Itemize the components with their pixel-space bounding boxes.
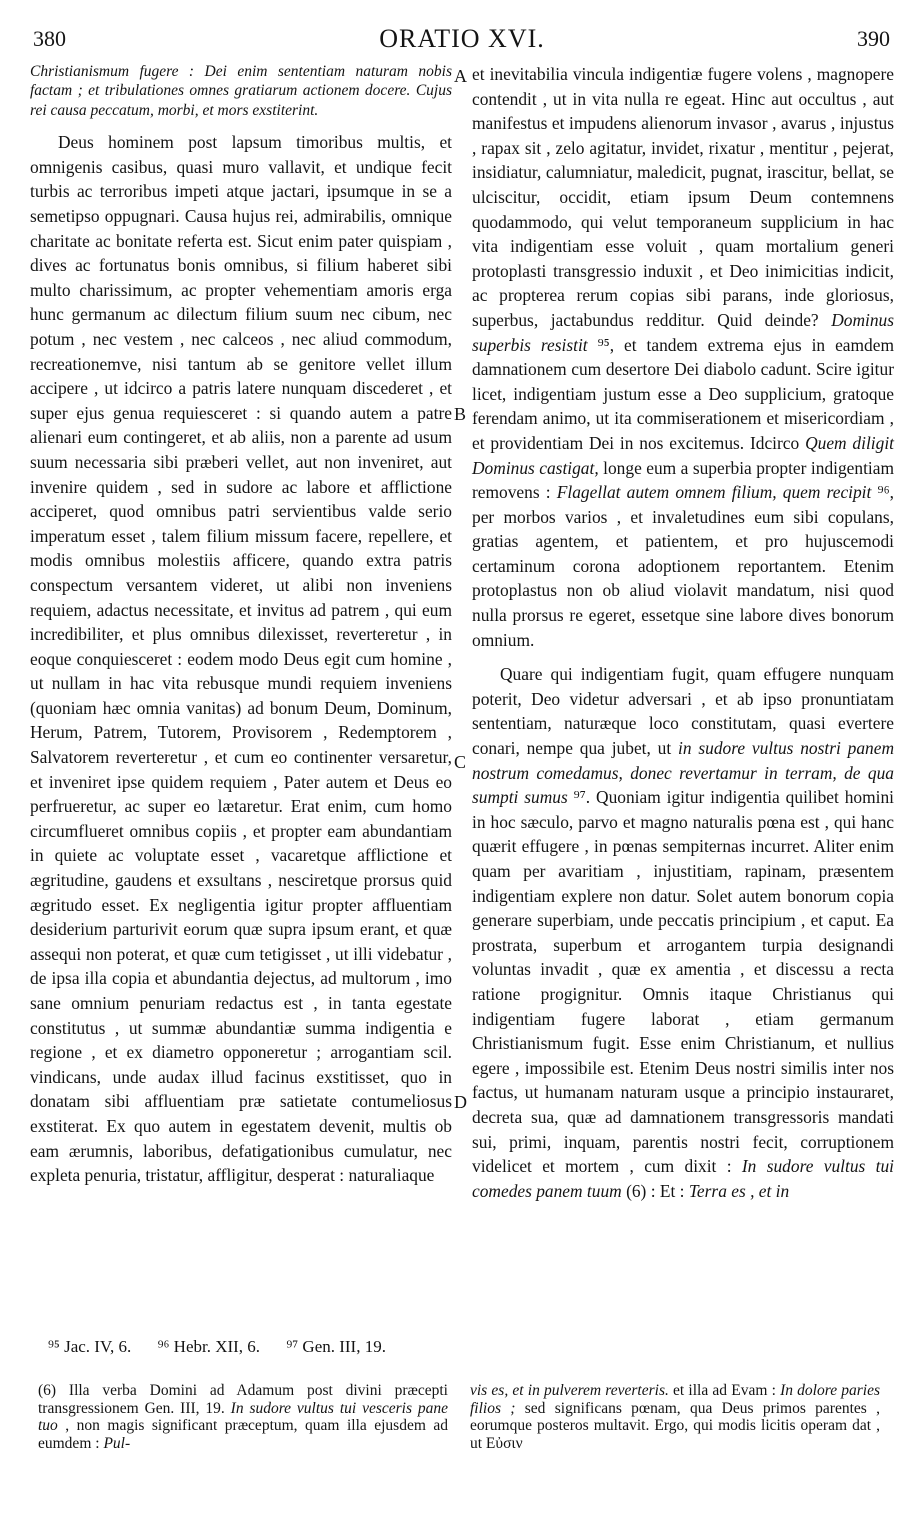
margin-marker-c: C (454, 752, 467, 772)
right-column (472, 62, 894, 1203)
margin-marker-b: B (454, 404, 467, 424)
reference-item: ⁹⁷ Gen. III, 19. (286, 1337, 386, 1356)
body-paragraph: et inevitabilia vincula indigentiæ fugere volens , magnopere contendit , ut in vita nulla re egeat. Hinc aut occultus , aut manifestus et impudens alienorum invasor , avarus , injustus , rapax sit , zelo agitatur, invidet, rixatur , mentitur , pejerat, insidiatur, calumniatur, maledicit, pugnat, irascitur, bellat, se ulciscitur, occidit, etiam ipsum Deum contemnens quodammodo, qui velut temporaneum supplicium in hac vita indigentiam esse voluit , quam mortalium generi protoplasti transgressio induxit , et Deo inimicitias indicit, ac propterea rerum copias sibi parans, inde gloriosus, superbus, jactabundus redditur. Quid deinde? Dominus superbis resistit ⁹⁵, et tandem extrema ejus in eamdem damnationem cum desertore Dei diabolo cadunt. Scire igitur licet, indigentiam justum esse a Deo supplicium, gratoque ferendam animo, ut ita commiserationem et misericordiam , et providentiam Dei in nos excitemus. Idcirco Quem diligit Dominus castigat, longe eum a superbia propter indigentiam removens : Flagellat autem omnem filium, quem recipit ⁹⁶, per morbos varios , et invaletudines eum sibi copulans, gratias agentem, et patientem, et pro hujuscemodi certaminum corona adoptionem reportantem. Etenim protoplastus non ob aliud violavit mandatum, nisi quod nulla prorsus re egeret, essetque sine labore dives bonorum omnium. (472, 64, 894, 650)
left-page-number: 380 (33, 26, 66, 51)
footnote-right: vis es, et in pulverem reverteris. et illa ad Evam : In dolore paries filios ; sed significans pœnam, qua Deus primos parentes , eorumque posteros multavit. Ergo, qui modis licitis operam dat , ut Εὐσιν (470, 1382, 881, 1452)
running-title: ORATIO XVI. (379, 24, 545, 53)
margin-marker-a: A (454, 66, 467, 86)
right-page-number: 390 (857, 26, 890, 51)
scripture-references (48, 1337, 408, 1357)
footnote-left: (6) Illa verba Domini ad Adamum post divini præcepti transgressionem Gen. III, 19. In sudore vultus tui vesceris pane tuo , non magis significant præceptum, quam illa ejusdem ad eumdem : Pul- (38, 1382, 448, 1452)
reference-item: ⁹⁵ Jac. IV, 6. (48, 1337, 132, 1356)
reference-item: ⁹⁶ Hebr. XII, 6. (157, 1337, 261, 1356)
body-paragraph: Quare qui indigentiam fugit, quam effugere nunquam poterit, Deo videtur adversari , et ab ipso pronuntiatam sententiam, naturæque loco constitutam, quasi evertere conari, nempe qua jubet, ut in sudore vultus nostri panem nostrum comedamus, donec revertamur in terram, de qua sumpti sumus ⁹⁷. Quoniam igitur indigentia quilibet homini in hoc sæculo, parvo et magno naturalis pœna est , qui hanc quærit effugere , in pœnas sempiternas incurret. Aliter enim quam per avaritiam , injustitiam, rapinam, præsentem indigentiam explere non datur. Solet autem bonorum copia generare superbiam, unde peccatis principium , et caput. Ea prostrata, superbum et arrogantem turpia designandi voluntas invadit , quæ ex amentia , et discessu a recta ratione progignitur. Omnis itaque Christianus qui indigentiam fugere laborat , etiam germanum Christianismum fugit. Esse enim Christianum, et nullius egere , impossibile est. Etenim Deus nostri similis inter nos factus, ut humanam naturam usque a principio instauraret, decreta sua, quæ ad damnationem transgressoris mandati sui, primi, inquam, parentis nostri fecit, corruptionem videlicet et mortem , cum dixit : In sudore vultus tui comedes panem tuum (6) : Et : Terra es , et in (472, 664, 895, 1201)
left-column (30, 62, 452, 1188)
margin-marker-d: D (454, 1092, 467, 1112)
body-paragraph: Deus hominem post lapsum timoribus multis, et omnigenis casibus, quasi muro vallavit, et undique fecit turbis ac terroribus impeti atque jactari, ipsumque in se a semetipso oppugnari. Causa hujus rei, admirabilis, omnique charitate ac bonitate referta est. Sicut enim pater quispiam , dives ac fortunatus bonis omnibus, si filium haberet sibi multo charissimum, ac propter vehementiam amoris erga hunc germanum ac dilectum filium suum nec cibum, nec potum , nec vestem , nec calceos , nec aliud commodum, recreationemve, nisi tantum ab se genitore vellet illum accipere , ut idcirco a patris latere nunquam discederet , et super ejus genua requiesceret : si quando autem a patre alienari eum contingeret, et ab aliis, non a parente ad usum suum necessaria sibi præberi vellet, aut non inveniret, aut invenire quidem , sed in sudore ac labore et afflictione acciperet, quod omnibus patri servientibus valde serio imperatum esset , talem filium missum facere, repellere, et modis omnibus molestiis afficere, quando extra patris conspectum versantem videret, ut alibi non inveniens requiem, adactus necessitate, et invitus ad patrem , qui eum incredibiliter, et plus omnibus dilexisset, reverteretur , in eoque conquiesceret : eodem modo Deus egit cum homine , ut nullam in hac vita rebusque mundi requiem inveniens (quoniam hæc omnia vanitas) ad bonum Deum, Dominum, Herum, Patrem, Tutorem, Provisorem , Redemptorem , Salvatorem reverteretur , et cum eo continenter versaretur, et inveniret ipse quidem requiem , Pater autem et Deus eo perfrueretur, ac super eo lætaretur. Erat enim, cum homo circumflueret omnibus copiis , et propter eam abundantiam in quiete ac voluptate esset , vacaretque afflictione et ægritudine, gaudens et exsultans , nesciretque prorsus quid ægritudo esset. Ex negligentia igitur propter affluentiam desiderium parturivit eorum quæ supra ipsum erant, et quæ assequi non poterat, et quæ cum tetigisset , ut illi videbatur , de ipsa illa copia et abundantia dejectus, ad multorum , imo sane omnium penuriam redactus est , in tanta egestate constitutus , ut summæ abundantiæ summa indigentia e regione , et ex diametro opponeretur ; arrogantiam scil. vindicans, unde audax illud facinus exstitisset, quo in donatam sibi affluentiam præ satietate contumeliosus exstiterat. Ex quo autem in egestatem devenit, multis ob eam ærumnis, laboribus, defatigationibus cumulatur, nec expleta penuria, tristatur, affligitur, desperat : naturaliaque (30, 132, 452, 1186)
chapter-summary: Christianismum fugere : Dei enim sententiam naturam nobis factam ; et tribulationes omnes gratiarum actionem docere. Cujus rei causa peccatum, morbi, et mors exstiterint. (30, 63, 452, 119)
